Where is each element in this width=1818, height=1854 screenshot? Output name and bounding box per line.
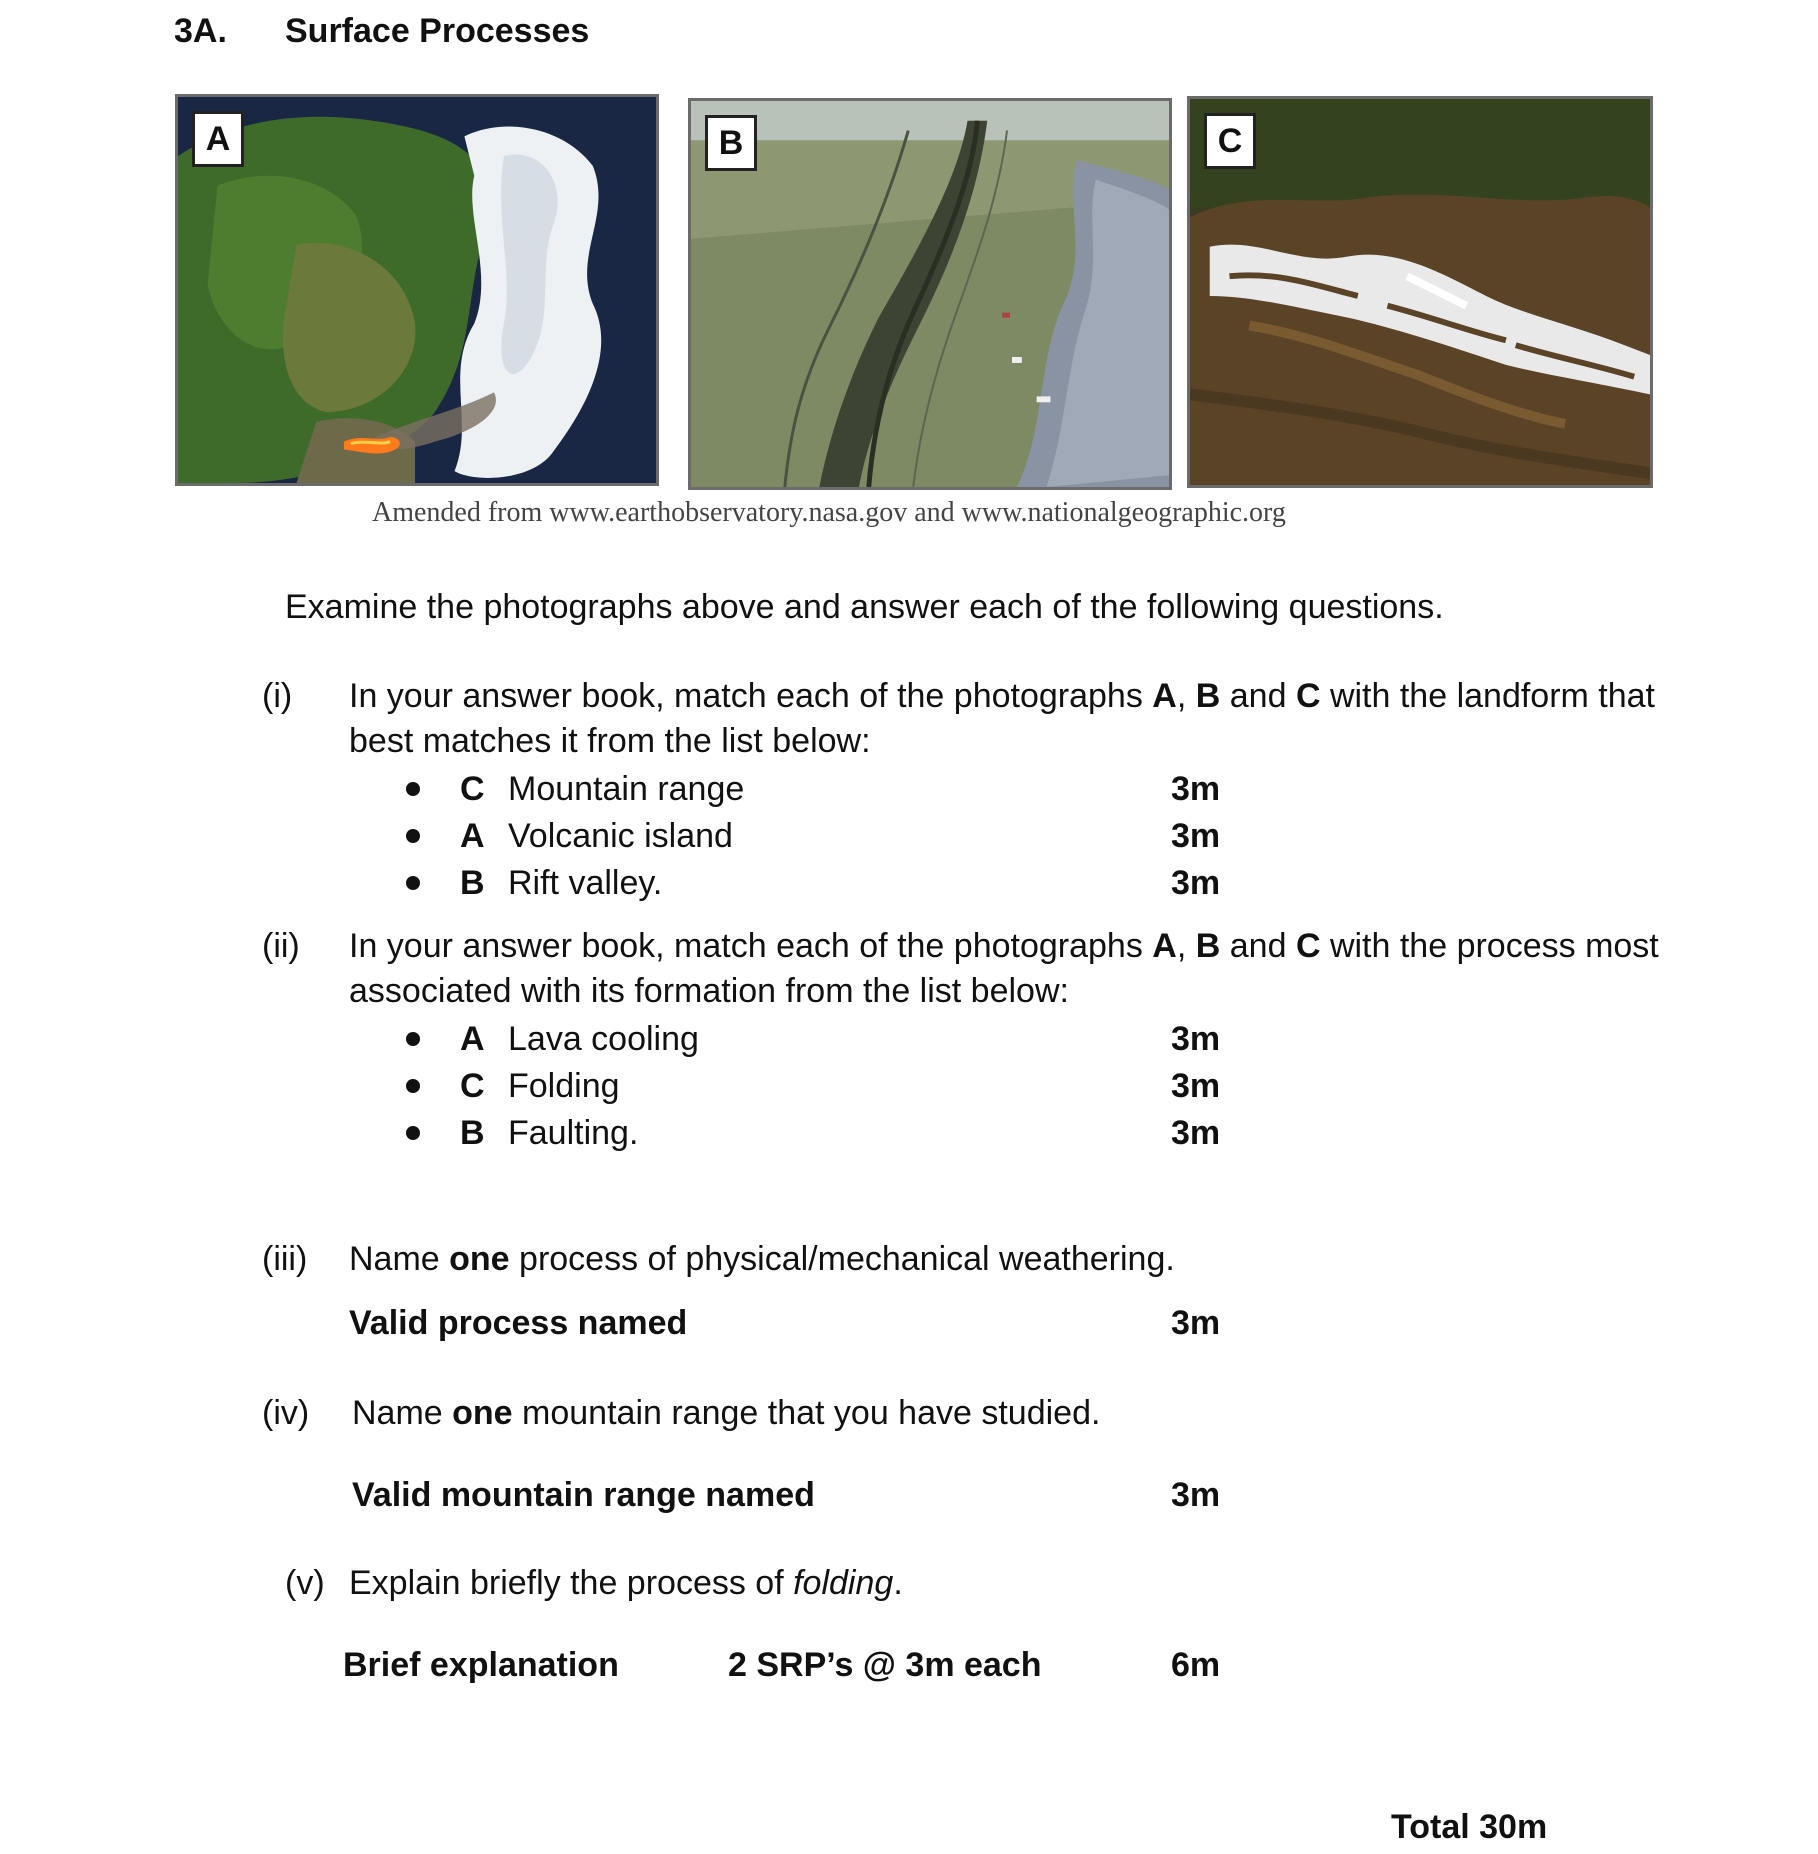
photo-label-c: C xyxy=(1204,113,1256,169)
item-text: Folding xyxy=(508,1067,620,1105)
bullet-icon xyxy=(406,1032,420,1046)
bullet-icon xyxy=(406,1126,420,1140)
total-marks: Total 30m xyxy=(1391,1808,1548,1846)
question-iii-number: (iii) xyxy=(262,1240,308,1278)
bullet-icon xyxy=(406,1079,420,1093)
mark-value: 3m xyxy=(1171,1020,1221,1058)
bullet-icon xyxy=(406,782,420,796)
item-text: Faulting. xyxy=(508,1114,639,1152)
question-i-text: In your answer book, match each of the photographs A, B and C with the landform that best matches it from the list below: xyxy=(349,677,1656,760)
section-number: 3A. xyxy=(174,12,227,50)
photo-label-b: B xyxy=(705,115,757,171)
question-v-number: (v) xyxy=(285,1564,325,1602)
section-title: Surface Processes xyxy=(285,12,590,50)
photo-label-a: A xyxy=(192,111,244,167)
question-ii-number: (ii) xyxy=(262,927,300,965)
item-text: Volcanic island xyxy=(508,817,733,855)
photo-c-mountain-range xyxy=(1187,96,1653,488)
photo-caption: Amended from www.earthobservatory.nasa.gov and www.nationalgeographic.org xyxy=(372,497,1286,528)
mark-value: 6m xyxy=(1171,1646,1221,1684)
intro-instruction: Examine the photographs above and answer each of the following questions. xyxy=(285,588,1444,626)
item-letter: A xyxy=(460,817,485,855)
bullet-icon xyxy=(406,876,420,890)
mark-value: 3m xyxy=(1171,1067,1221,1105)
item-text: Lava cooling xyxy=(508,1020,699,1058)
mark-value: 3m xyxy=(1171,864,1221,902)
item-letter: A xyxy=(460,1020,485,1058)
question-iii-text: Name one process of physical/mechanical weathering. xyxy=(349,1240,1175,1278)
mark-value: 3m xyxy=(1171,1476,1221,1514)
question-iv-number: (iv) xyxy=(262,1394,310,1432)
bullet-icon xyxy=(406,829,420,843)
question-v-text: Explain briefly the process of folding. xyxy=(349,1564,903,1602)
mark-value: 3m xyxy=(1171,1114,1221,1152)
question-iv-text: Name one mountain range that you have studied. xyxy=(352,1394,1101,1432)
photo-b-rift-valley xyxy=(688,98,1172,490)
photo-a-volcanic-island xyxy=(175,94,659,486)
answer-brief-explanation: Brief explanation xyxy=(343,1646,619,1684)
question-i-number: (i) xyxy=(262,677,293,715)
srp-note: 2 SRP’s @ 3m each xyxy=(728,1646,1042,1684)
item-text: Rift valley. xyxy=(508,864,663,902)
answer-valid-mountain-range: Valid mountain range named xyxy=(352,1476,815,1514)
mark-value: 3m xyxy=(1171,770,1221,808)
answer-valid-process: Valid process named xyxy=(349,1304,688,1342)
item-letter: C xyxy=(460,770,485,808)
item-letter: C xyxy=(460,1067,485,1105)
mark-value: 3m xyxy=(1171,817,1221,855)
item-text: Mountain range xyxy=(508,770,745,808)
mark-value: 3m xyxy=(1171,1304,1221,1342)
item-letter: B xyxy=(460,1114,485,1152)
question-ii-text: In your answer book, match each of the photographs A, B and C with the process most associated with its formation from the list below: xyxy=(349,927,1659,1010)
item-letter: B xyxy=(460,864,485,902)
